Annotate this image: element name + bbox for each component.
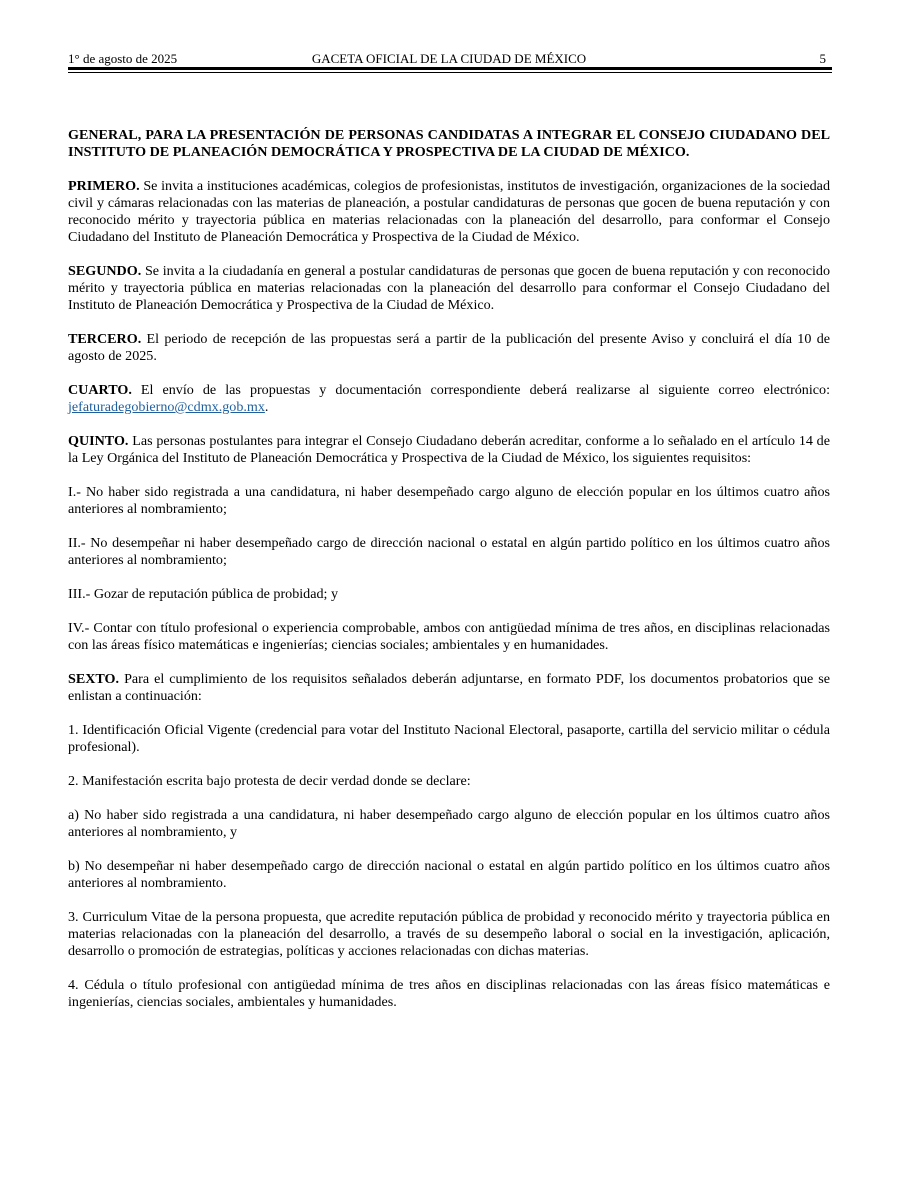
paragraph-cuarto (68, 382, 830, 416)
section-heading: GENERAL, PARA LA PRESENTACIÓN DE PERSONAS CANDIDATAS A INTEGRAR EL CONSEJO CIUDADANO DEL INSTITUTO DE PLANEACIÓN DEMOCRÁTICA Y PROSPECTIVA DE LA CIUDAD DE MÉXICO. (68, 127, 830, 160)
page-header (68, 51, 830, 67)
text-quinto: Las personas postulantes para integrar el Consejo Ciudadano deberán acreditar, conforme a lo señalado en el artículo 14 de la Ley Orgánica del Instituto de Planeación Democrática y Prospectiva de la Ciudad de México, los siguientes requisitos: (68, 433, 830, 466)
document-item-2a: a) No haber sido registrada a una candidatura, ni haber desempeñado cargo alguno de elección popular en los últimos cuatro años anteriores al nombramiento, y (68, 807, 830, 840)
document-body (68, 127, 830, 1028)
paragraph-tercero (68, 331, 830, 365)
text-sexto: Para el cumplimiento de los requisitos señalados deberán adjuntarse, en formato PDF, los documentos probatorios que se enlistan a continuación: (68, 671, 830, 704)
header-date: 1° de agosto de 2025 (68, 51, 178, 66)
document-item-1: 1. Identificación Oficial Vigente (credencial para votar del Instituto Nacional Electoral, pasaporte, cartilla del servicio militar o cédula profesional). (68, 722, 830, 755)
label-primero: PRIMERO. (68, 178, 140, 194)
paragraph-segundo (68, 263, 830, 314)
requirement-1: I.- No haber sido registrada a una candidatura, ni haber desempeñado cargo alguno de elección popular en los últimos cuatro años anteriores al nombramiento; (68, 484, 830, 517)
text-primero: Se invita a instituciones académicas, colegios de profesionistas, institutos de investigación, organizaciones de la sociedad civil y cámaras relacionadas con las materias de planeación, a postular candidaturas de personas que gocen de buena reputación y con reconocido mérito y trayectoria pública en materias relacionadas con la planeación del desarrollo, para conformar el Consejo Ciudadano del Instituto de Planeación Democrática y Prospectiva de la Ciudad de México. (68, 178, 830, 245)
text-cuarto-end: . (264, 399, 269, 415)
header-publication-title: GACETA OFICIAL DE LA CIUDAD DE MÉXICO (311, 51, 587, 66)
label-sexto: SEXTO. (68, 671, 120, 687)
text-segundo: Se invita a la ciudadanía en general a postular candidaturas de personas que gocen de buena reputación y con reconocido mérito y trayectoria pública en materias relacionadas con la planeación del desarrollo para conformar el Consejo Ciudadano del Instituto de Planeación Democrática y Prospectiva de la Ciudad de México. (68, 263, 830, 313)
document-item-3: 3. Curriculum Vitae de la persona propuesta, que acredite reputación pública de probidad y reconocido mérito y trayectoria pública en materias relacionadas con la planeación del desarrollo, a través de su desempeño laboral o social en la investigación, aplicación, desarrollo o promoción de estrategias, políticas y acciones relacionadas con dichas materias. (68, 909, 830, 959)
header-rule-thick (68, 67, 832, 70)
header-page-number: 5 (819, 51, 826, 66)
document-item-2: 2. Manifestación escrita bajo protesta de decir verdad donde se declare: (68, 773, 471, 789)
email-link[interactable]: jefaturadegobierno@cdmx.gob.mx (68, 399, 265, 415)
paragraph-primero (68, 178, 830, 246)
label-segundo: SEGUNDO. (68, 263, 142, 279)
label-quinto: QUINTO. (68, 433, 129, 449)
header-rule-thin (68, 72, 832, 73)
paragraph-sexto (68, 671, 830, 705)
text-cuarto: El envío de las propuestas y documentación correspondiente deberá realizarse al siguiente correo electrónico: (131, 382, 830, 398)
requirement-3: III.- Gozar de reputación pública de probidad; y (68, 586, 339, 602)
label-tercero: TERCERO. (68, 331, 142, 347)
text-tercero: El periodo de recepción de las propuestas será a partir de la publicación del presente Aviso y concluirá el día 10 de agosto de 2025. (68, 331, 830, 364)
document-item-4: 4. Cédula o título profesional con antigüedad mínima de tres años en disciplinas relacionadas con las áreas físico matemáticas e ingenierías, ciencias sociales, ambientales y humanidades. (68, 977, 830, 1010)
requirement-4: IV.- Contar con título profesional o experiencia comprobable, ambos con antigüedad mínima de tres años, en disciplinas relacionadas con las áreas físico matemáticas e ingenierías; ciencias sociales; ambientales y en humanidades. (68, 620, 830, 653)
document-item-2b: b) No desempeñar ni haber desempeñado cargo de dirección nacional o estatal en algún partido político en los últimos cuatro años anteriores al nombramiento. (68, 858, 830, 891)
requirement-2: II.- No desempeñar ni haber desempeñado cargo de dirección nacional o estatal en algún partido político en los últimos cuatro años anteriores al nombramiento; (68, 535, 830, 568)
label-cuarto: CUARTO. (68, 382, 132, 398)
paragraph-quinto (68, 433, 830, 467)
